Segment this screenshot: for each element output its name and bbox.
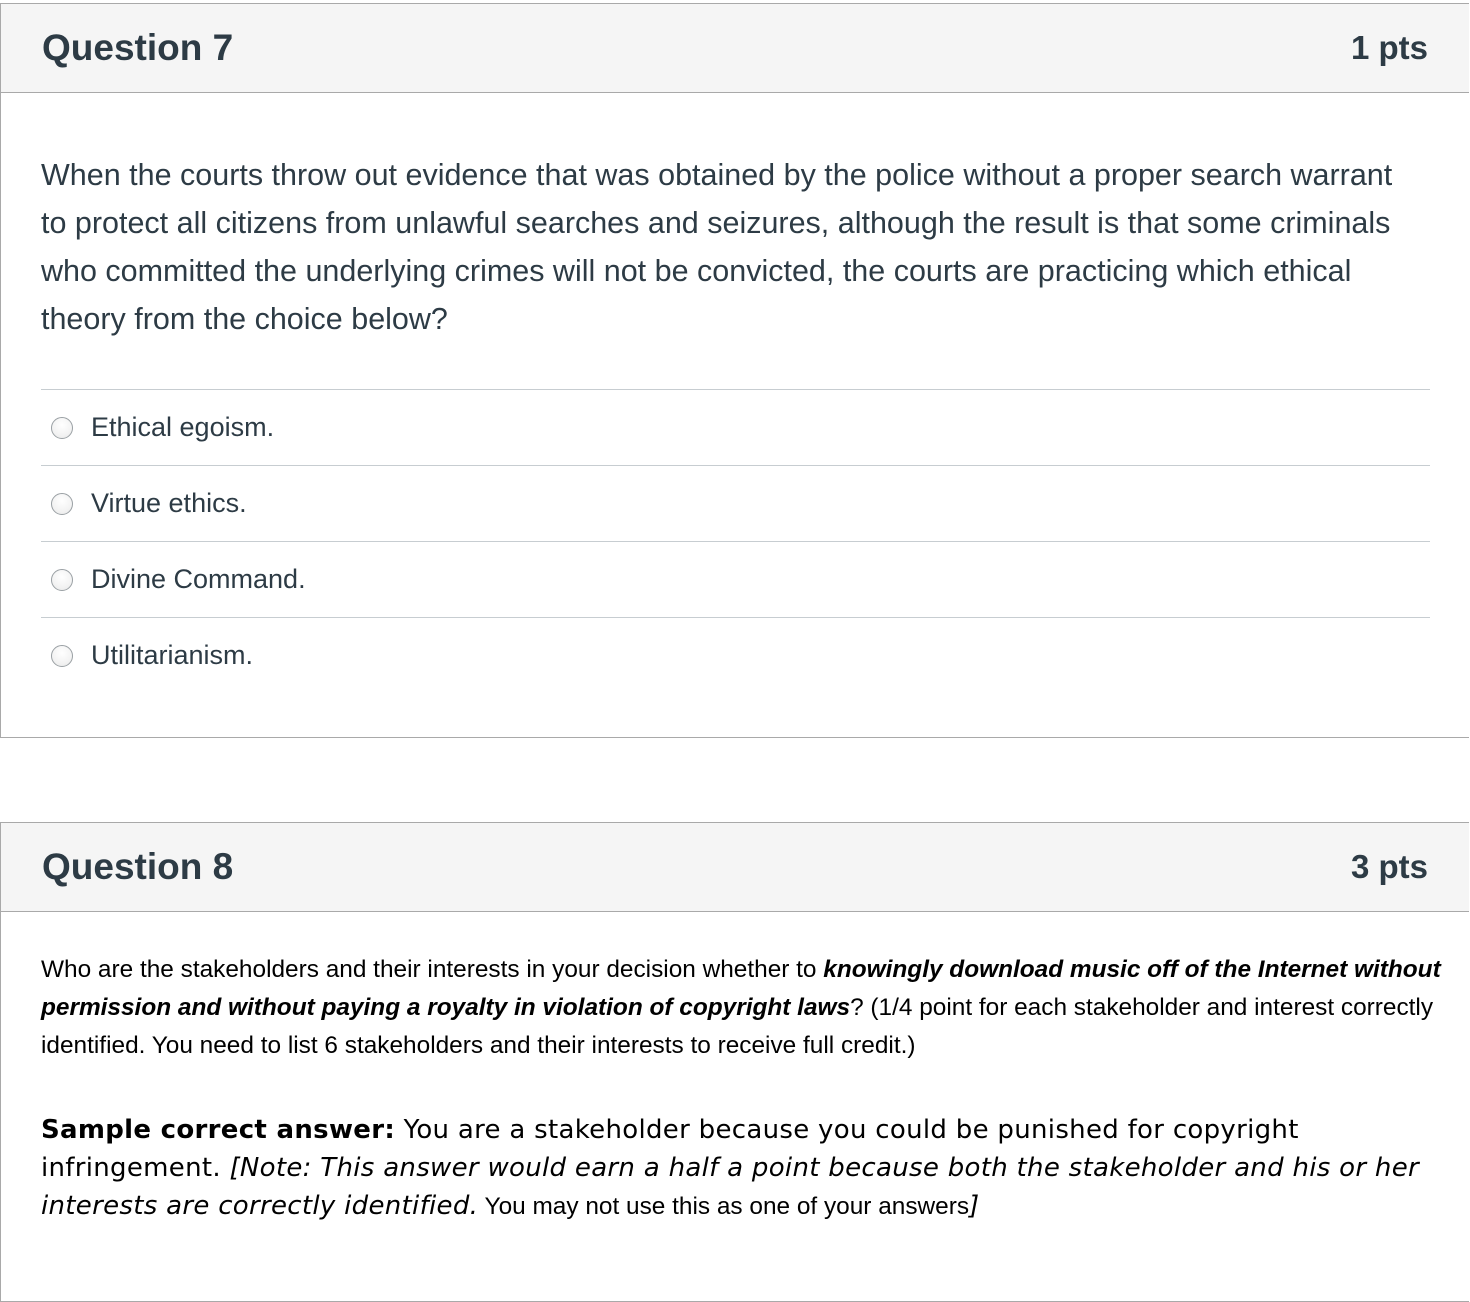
question-7-header	[1, 4, 1469, 93]
question-7-points: 1 pts	[1350, 29, 1428, 66]
answer-option-divine-command[interactable]	[41, 541, 1430, 617]
answer-option-virtue-ethics[interactable]	[41, 465, 1430, 541]
sample-answer-note-plain: You may not use this as one of your answers	[478, 1193, 970, 1220]
question-8-prompt	[41, 951, 1441, 1065]
prompt-emphasis: knowingly download music off of the Internet without permission and without paying a royalty in violation of copyright laws	[41, 956, 1441, 1021]
radio-button[interactable]	[51, 645, 73, 667]
question-7-title: Question 7	[42, 27, 234, 68]
sample-answer-label: Sample correct answer:	[41, 1115, 396, 1145]
answer-label[interactable]: Ethical egoism.	[91, 412, 275, 442]
answer-label[interactable]: Virtue ethics.	[91, 488, 247, 518]
answer-option-utilitarianism[interactable]	[41, 617, 1430, 693]
question-8-title: Question 8	[42, 846, 234, 887]
answer-label[interactable]: Divine Command.	[91, 564, 306, 594]
sample-answer-note-close: ]	[969, 1191, 980, 1221]
radio-button[interactable]	[51, 569, 73, 591]
radio-button[interactable]	[51, 417, 73, 439]
answer-option-ethical-egoism[interactable]	[41, 389, 1430, 465]
question-7-prompt: When the courts throw out evidence that was obtained by the police without a proper search warrant to protect all citizens from unlawful searches and seizures, although the result is that some criminals who committed the underlying crimes will not be convicted, the courts are practicing which ethical theory from the choice below?	[41, 158, 1393, 336]
answer-label[interactable]: Utilitarianism.	[91, 640, 254, 670]
sample-answer	[41, 1111, 1451, 1226]
prompt-text: Who are the stakeholders and their interests in your decision whether to	[41, 956, 824, 983]
radio-button[interactable]	[51, 493, 73, 515]
question-7-answer-list	[41, 389, 1430, 693]
question-8-points: 3 pts	[1350, 848, 1428, 885]
sample-answer-body: You are a stakeholder because you could be punished for copyright infringement.	[41, 1115, 1299, 1183]
question-8-header	[1, 823, 1469, 912]
prompt-text-end: ? (1/4 point for each stakeholder and interest correctly identified. You need to list 6 stakeholders and their interests to receive full credit.)	[41, 994, 1434, 1059]
sample-answer-note: [Note: This answer would earn a half a point because both the stakeholder and his or her interests are correctly identified.	[41, 1153, 1419, 1221]
